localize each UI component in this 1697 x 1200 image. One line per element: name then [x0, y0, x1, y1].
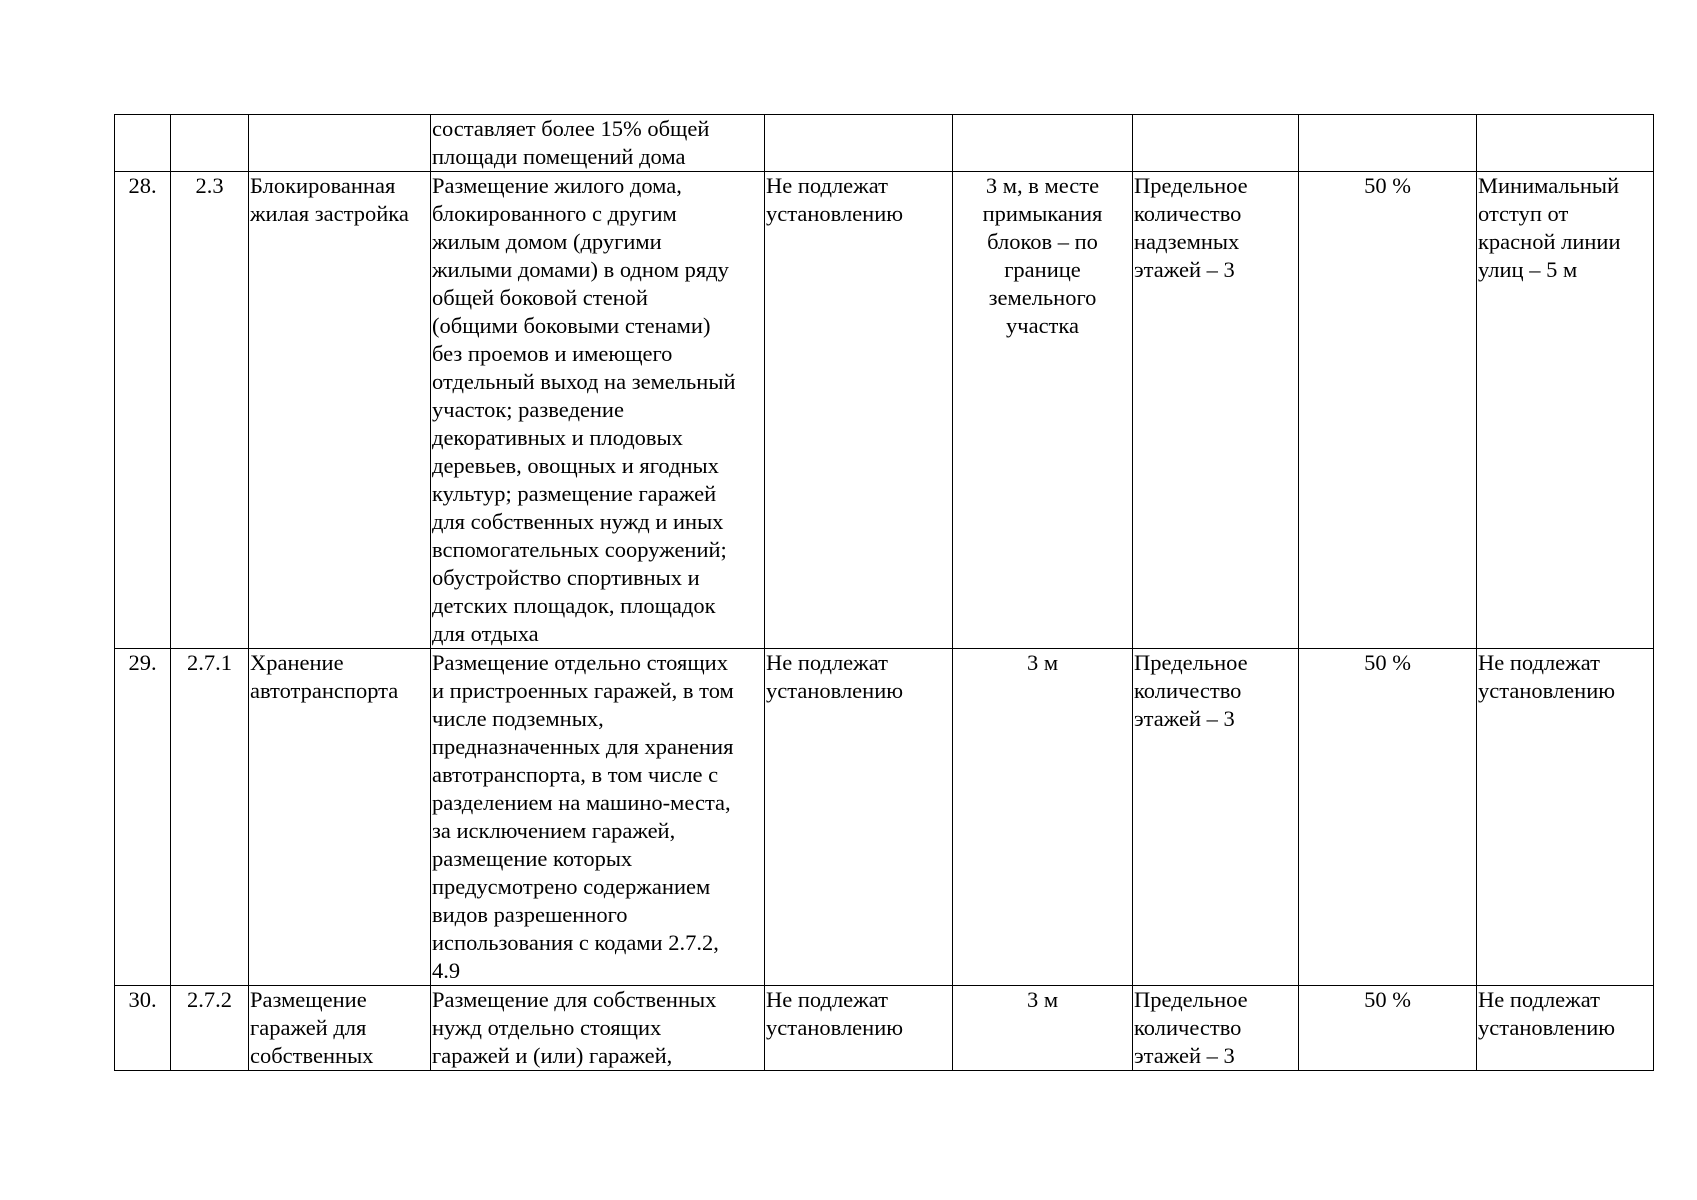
- cell-floors: Предельное количество этажей – 3: [1133, 986, 1299, 1071]
- cell-name: Хранение автотранспорта: [249, 649, 431, 986]
- cell-code: 2.3: [171, 172, 249, 649]
- cell-name: Блокированная жилая застройка: [249, 172, 431, 649]
- cell-plot-size: Не подлежат установлению: [765, 649, 953, 986]
- cell-floors: Предельное количество надземных этажей – 3: [1133, 172, 1299, 649]
- cell-code: [171, 115, 249, 172]
- cell-other: Минимальный отступ от красной линии улиц – 5 м: [1477, 172, 1654, 649]
- cell-description: Размещение отдельно стоящих и пристроенных гаражей, в том числе подземных, предназначенных для хранения автотранспорта, в том числе с разделением на машино-места, за исключением гаражей, размещение которых предусмотрено содержанием видов разрешенного использования с кодами 2.7.2, 4.9: [431, 649, 765, 986]
- cell-num: 29.: [115, 649, 171, 986]
- cell-setback: 3 м, в месте примыкания блоков – по границе земельного участка: [953, 172, 1133, 649]
- cell-setback: [953, 115, 1133, 172]
- table-row: [115, 649, 1654, 986]
- cell-num: 30.: [115, 986, 171, 1071]
- cell-description: составляет более 15% общей площади помещений дома: [431, 115, 765, 172]
- cell-coverage: [1299, 115, 1477, 172]
- cell-num: 28.: [115, 172, 171, 649]
- cell-plot-size: Не подлежат установлению: [765, 172, 953, 649]
- cell-other: [1477, 115, 1654, 172]
- cell-name: Размещение гаражей для собственных: [249, 986, 431, 1071]
- cell-plot-size: [765, 115, 953, 172]
- table-row: [115, 986, 1654, 1071]
- cell-other: Не подлежат установлению: [1477, 986, 1654, 1071]
- cell-floors: [1133, 115, 1299, 172]
- cell-plot-size: Не подлежат установлению: [765, 986, 953, 1071]
- table-row-continuation: [115, 115, 1654, 172]
- cell-name: [249, 115, 431, 172]
- cell-coverage: 50 %: [1299, 986, 1477, 1071]
- cell-other: Не подлежат установлению: [1477, 649, 1654, 986]
- cell-coverage: 50 %: [1299, 172, 1477, 649]
- cell-setback: 3 м: [953, 649, 1133, 986]
- table-row: [115, 172, 1654, 649]
- cell-coverage: 50 %: [1299, 649, 1477, 986]
- cell-num: [115, 115, 171, 172]
- cell-description: Размещение жилого дома, блокированного с другим жилым домом (другими жилыми домами) в одном ряду общей боковой стеной (общими боковыми стенами) без проемов и имеющего отдельный выход на земельный участок; разведение декоративных и плодовых деревьев, овощных и ягодных культур; размещение гаражей для собственных нужд и иных вспомогательных сооружений; обустройство спортивных и детских площадок, площадок для отдыха: [431, 172, 765, 649]
- cell-code: 2.7.2: [171, 986, 249, 1071]
- cell-setback: 3 м: [953, 986, 1133, 1071]
- cell-floors: Предельное количество этажей – 3: [1133, 649, 1299, 986]
- cell-code: 2.7.1: [171, 649, 249, 986]
- cell-description: Размещение для собственных нужд отдельно стоящих гаражей и (или) гаражей,: [431, 986, 765, 1071]
- regulations-table: [114, 114, 1654, 1071]
